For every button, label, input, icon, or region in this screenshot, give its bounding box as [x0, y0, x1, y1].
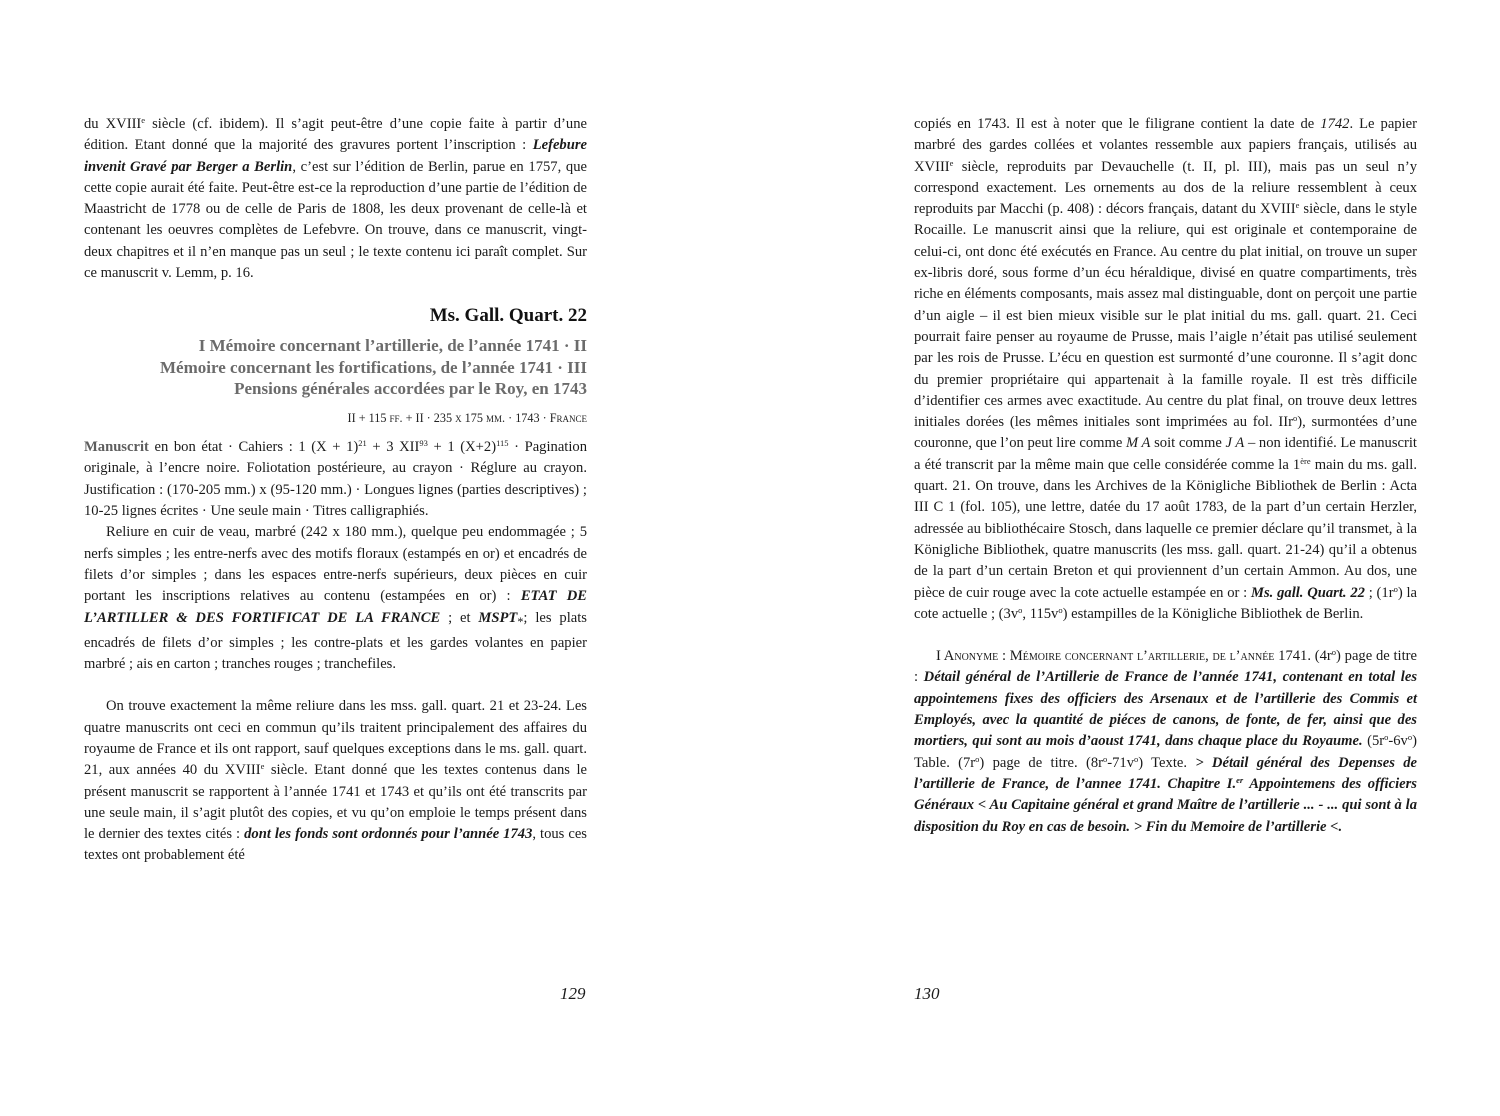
- paragraph-binding: [84, 522, 587, 675]
- text-run: ; (1r: [1364, 584, 1394, 601]
- text-run: + 1 (X+2): [427, 439, 497, 456]
- keyword-manuscrit: Manuscrit: [84, 439, 149, 456]
- superscript: o: [975, 753, 980, 764]
- text-run: · Pagination originale, à l’encre noire. Foliotation postérieure, au crayon · Réglure au crayon. Justification : (170-205 mm.) x (95-120 mm.) · Longues lignes (parties descriptives) ; 10-25 lignes écrites · Une seule main · Titres calligraphiés.: [84, 439, 588, 520]
- text-run: , 115v: [1022, 605, 1059, 622]
- superscript: e: [260, 761, 265, 772]
- text-run: Reliure en cuir de veau, marbré (242 x 180 mm.), quelque peu endommagée ; 5 nerfs simples ; les entre-nerfs avec des motifs floraux (estampés en or) et encadrés de filets d’or simples ; dans les espaces entre-nerfs supérieurs, deux pièces en cuir portant les inscriptions relatives au contenu (estampées en or) :: [84, 524, 587, 605]
- superscript: o: [1292, 413, 1298, 424]
- text-run: soit comme: [1150, 435, 1226, 452]
- paragraph-gap: [84, 675, 587, 696]
- text-run: siècle. Etant donné que les textes contenus dans le présent manuscrit se rapportent à l’année 1741 et 1743 et qu’ils ont été transcrits par une seule main, il s’agit plutôt des copies, et vu qu’on emploie le temps présent dans le dernier des textes cités :: [84, 762, 587, 843]
- superscript: o: [1331, 647, 1337, 658]
- superscript: er: [1236, 774, 1244, 785]
- paragraph-contents: [914, 646, 1417, 838]
- quoted-title: Détail général de l’Artillerie de France de l’année 1741, contenant en total les appointemens fixes des officiers des Arsenaux et de l’artillerie des Commis et Employés, avec la quantité de piéces de canons, de fonte, de fer, ainsi que des mortiers, qui sont au mois d’aoust 1741, dans chaque place du Royaume.: [914, 669, 1417, 750]
- text-run: main du ms. gall. quart. 21. On trouve, dans les Archives de la Königliche Bibliothek de Berlin : Acta III C 1 (fol. 105), une lettre, datée du 17 août 1783, de la part d’un certain Herzler, adressée au bibliothécaire Stosch, dans laquelle ce premier déclare qu’il transmet, à la Königliche Bibliothek, quatre manuscrits (les mss. gall. quart. 21-24) qu’il a obtenus de la part d’un certain Breton et qui proviennent d’un certain Ammon. Au dos, une pièce de cuir rouge avec la cote actuelle estampée en or :: [914, 456, 1417, 601]
- quoted-incipit: > Détail général des Depenses de l’artillerie de France, de l’annee 1741. Chapitre I.: [914, 754, 1417, 792]
- text-run: du XVIII: [84, 116, 142, 132]
- quoted-inscription: Ms. gall. Quart. 22: [1251, 584, 1365, 601]
- superscript: o: [1384, 732, 1389, 743]
- text-run: en bon état · Cahiers : 1 (X + 1): [148, 439, 359, 456]
- shelfmark-heading: Ms. Gall. Quart. 22: [429, 305, 587, 327]
- text-run: + 3 XII: [366, 439, 420, 456]
- text-run: siècle, reproduits par Devauchelle (t. II, pl. III), mais pas un seul n’y correspond exactement. Les ornements au dos de la reliure ressemblent à ceux reproduits par Macchi (p. 408) : décors français, datant du XVIII: [914, 158, 1417, 218]
- superscript: 115: [496, 438, 509, 449]
- title-line: Mémoire concernant les fortifications, de l’année 1741 · III: [160, 357, 587, 377]
- collation-line: II + 115 ff. + II · 235 x 175 mm. · 1743 · France: [347, 410, 587, 425]
- page-number: 129: [560, 984, 586, 1003]
- superscript: o: [1134, 753, 1139, 764]
- quoted-inscription: MSPT: [478, 609, 518, 626]
- text-run: . Le papier marbré des gardes collées et volantes ressemble aux papiers français, utilisés au XVIII: [914, 116, 1417, 175]
- superscript: e: [141, 115, 146, 125]
- text-run: ) page de titre. (8r: [979, 754, 1103, 771]
- superscript: o: [1393, 583, 1398, 594]
- superscript: o: [1407, 732, 1413, 743]
- text-run: ) Texte.: [1138, 754, 1196, 771]
- superscript: 93: [419, 438, 428, 449]
- superscript: e: [949, 157, 954, 168]
- superscript: o: [1018, 604, 1023, 615]
- left-text-column: [84, 114, 587, 867]
- paragraph-intro: [84, 114, 587, 284]
- text-run: (5r: [1362, 733, 1385, 750]
- subscript: *: [517, 614, 524, 629]
- italic-run: 1742: [1320, 116, 1350, 132]
- text-run: copiés en 1743. Il est à noter que le filigrane contient la date de: [914, 116, 1321, 132]
- title-line: I Mémoire concernant l’artillerie, de l’année 1741 · II: [198, 336, 587, 356]
- right-page: [750, 0, 1500, 1116]
- text-run: siècle, dans le style Rocaille. Le manuscrit ainsi que la reliure, qui est originale et contemporaine de celui-ci, ont donc été exécutés en France. Au centre du plat initial, on trouve un super ex-libris doré, sous forme d’un écu héraldique, divisé en quatre compartiments, très riche en éléments composants, mais assez mal distinguable, dont on perçoit une partie d’un aigle – il est bien mieux visible sur le plat initial du ms. gall. quart. 21. Ceci pourrait faire penser au royaume de Prusse, mais l’aigle n’était pas utilisé seulement par les rois de Prusse. L’écu en question est surmonté d’une couronne. Il s’agit donc du premier propriétaire qui appartenait à la famille royale. Il est très difficile d’identifier ces armes avec exactitude. Au centre du plat final, on trouve deux lettres initiales dorées (les mêmes initiales sont imprimées au fol. IIr: [914, 201, 1417, 431]
- superscript: o: [1058, 604, 1063, 615]
- manuscript-title: [84, 335, 587, 400]
- text-run: ) estampilles de la Königliche Bibliothek de Berlin.: [1062, 605, 1364, 622]
- paragraph-comparison: [84, 696, 587, 866]
- text-run: , c’est sur l’édition de Berlin, parue en 1757, que cette copie aurait été faite. Peut-être est-ce la reproduction d’une partie de l’édition de Maastricht de 1778 ou de celle de Paris de 1808, les deux provenant de celle-là et contenant les oeuvres complètes de Lefebvre. On trouve, dans ce manuscrit, vingt-deux chapitres et il n’en manque pas un seul ; le texte contenu ici paraît complet. Sur ce manuscrit v. Lemm, p. 16.: [84, 158, 587, 282]
- superscript: e: [1295, 200, 1300, 211]
- content-heading: I Anonyme : Mémoire concernant l’artillerie, de l’année 1741.: [936, 648, 1312, 665]
- italic-run: M A: [1126, 435, 1151, 452]
- quoted-incipit: Appointemens des officiers Généraux < Au Capitaine général et grand Maître de l’artillerie ... - ... qui sont à la disposition du Roy en cas de besoin. > Fin du Memoire de l’artillerie <.: [914, 775, 1417, 835]
- text-run: (4r: [1311, 648, 1332, 665]
- quoted-inscription: ETAT DE L’ARTILLER & DES FORTIFICAT DE LA FRANCE: [84, 588, 587, 626]
- text-run: , tous ces textes ont probablement été: [84, 826, 587, 864]
- superscript: ère: [1300, 455, 1311, 466]
- text-run: ), surmontées d’une couronne, que l’on peut lire comme: [914, 414, 1417, 452]
- text-run: ; les plats encadrés de filets d’or simples ; les contre-plats et les gardes volantes en papier marbré ; ais en carton ; tranches rouges ; tranchefiles.: [84, 609, 587, 673]
- superscript: 21: [358, 438, 367, 449]
- text-run: ) la cote actuelle ; (3v: [914, 584, 1417, 622]
- paragraph-description: [84, 437, 587, 522]
- text-run: ) page de titre :: [914, 648, 1417, 686]
- right-text-column: [914, 114, 1417, 838]
- italic-run: J A: [1225, 435, 1245, 452]
- text-run: – non identifié. Le manuscrit a été transcrit par la même main que celle considérée comme la 1: [914, 435, 1417, 473]
- title-line: Pensions générales accordées par le Roy, en 1743: [234, 379, 587, 399]
- quoted-inscription: Lefebure invenit Gravé par Berger a Berlin: [84, 137, 587, 175]
- text-run: -6v: [1388, 733, 1408, 750]
- quoted-inscription: dont les fonds sont ordonnés pour l’année 1743: [244, 826, 533, 843]
- text-run: -71v: [1107, 754, 1134, 771]
- paragraph-gap: [914, 625, 1417, 646]
- text-run: ; et: [440, 609, 479, 626]
- page-number: 130: [914, 984, 940, 1003]
- text-run: On trouve exactement la même reliure dans les mss. gall. quart. 21 et 23-24. Les quatre manuscrits ont ceci en commun qu’ils traitent principalement des affaires du royaume de France et ils ont rapport, sauf quelques exceptions dans le ms. gall. quart. 21, aux années 40 du XVIII: [84, 698, 587, 779]
- text-run: siècle (cf. ibidem). Il s’agit peut-être d’une copie faite à partir d’une édition. Etant donné que la majorité des gravures portent l’inscription :: [84, 116, 587, 154]
- superscript: o: [1102, 753, 1108, 764]
- paragraph-provenance: [914, 114, 1417, 625]
- text-run: ) Table. (7r: [914, 733, 1417, 771]
